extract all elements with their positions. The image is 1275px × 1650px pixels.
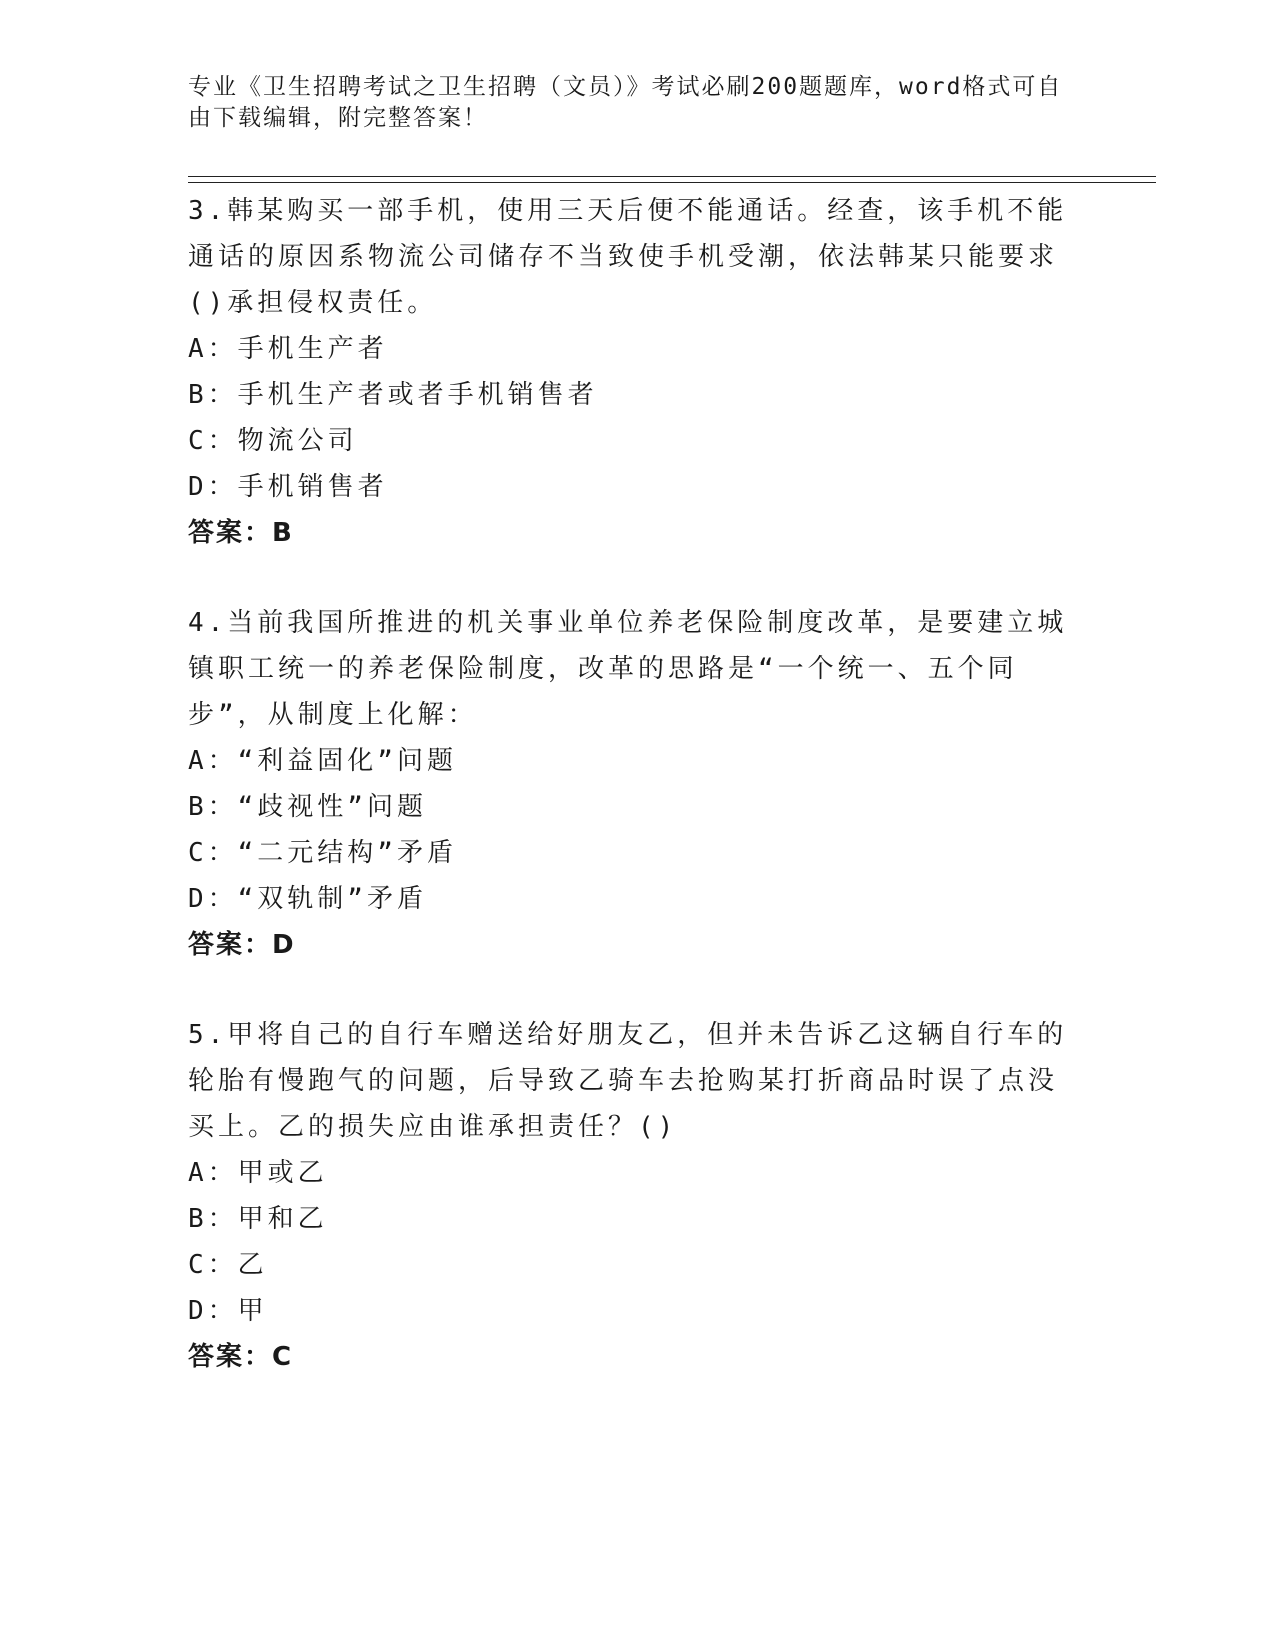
option-c: C：“二元结构”矛盾 [188,838,457,868]
answer-line: 答案：C [188,1342,294,1372]
option-d: D：“双轨制”矛盾 [188,884,427,914]
option-a: A：手机生产者 [188,334,388,364]
question-block [188,600,1068,968]
option-a: A：甲或乙 [188,1158,328,1188]
answer-line: 答案：B [188,518,294,548]
question-block [188,1012,1068,1380]
option-a: A：“利益固化”问题 [188,746,457,776]
document-header: 专业《卫生招聘考试之卫生招聘（文员）》考试必刷200题题库，word格式可自由下载编辑，附完整答案！ [188,74,1063,131]
header-divider-bottom [188,182,1156,183]
answer-line: 答案：D [188,930,296,960]
question-stem: 4.当前我国所推进的机关事业单位养老保险制度改革，是要建立城镇职工统一的养老保险制度，改革的思路是“一个统一、五个同步”，从制度上化解： [188,608,1068,730]
option-b: B：甲和乙 [188,1204,328,1234]
question-stem: 3.韩某购买一部手机，使用三天后便不能通话。经查，该手机不能通话的原因系物流公司储存不当致使手机受潮，依法韩某只能要求()承担侵权责任。 [188,196,1068,318]
option-d: D：甲 [188,1296,268,1326]
option-b: B：手机生产者或者手机销售者 [188,380,598,410]
option-c: C：乙 [188,1250,268,1280]
header-divider-top [188,176,1156,177]
question-block [188,188,1068,556]
option-b: B：“歧视性”问题 [188,792,427,822]
question-stem: 5.甲将自己的自行车赠送给好朋友乙，但并未告诉乙这辆自行车的轮胎有慢跑气的问题，后导致乙骑车去抢购某打折商品时误了点没买上。乙的损失应由谁承担责任？() [188,1020,1068,1142]
option-c: C：物流公司 [188,426,358,456]
option-d: D：手机销售者 [188,472,388,502]
